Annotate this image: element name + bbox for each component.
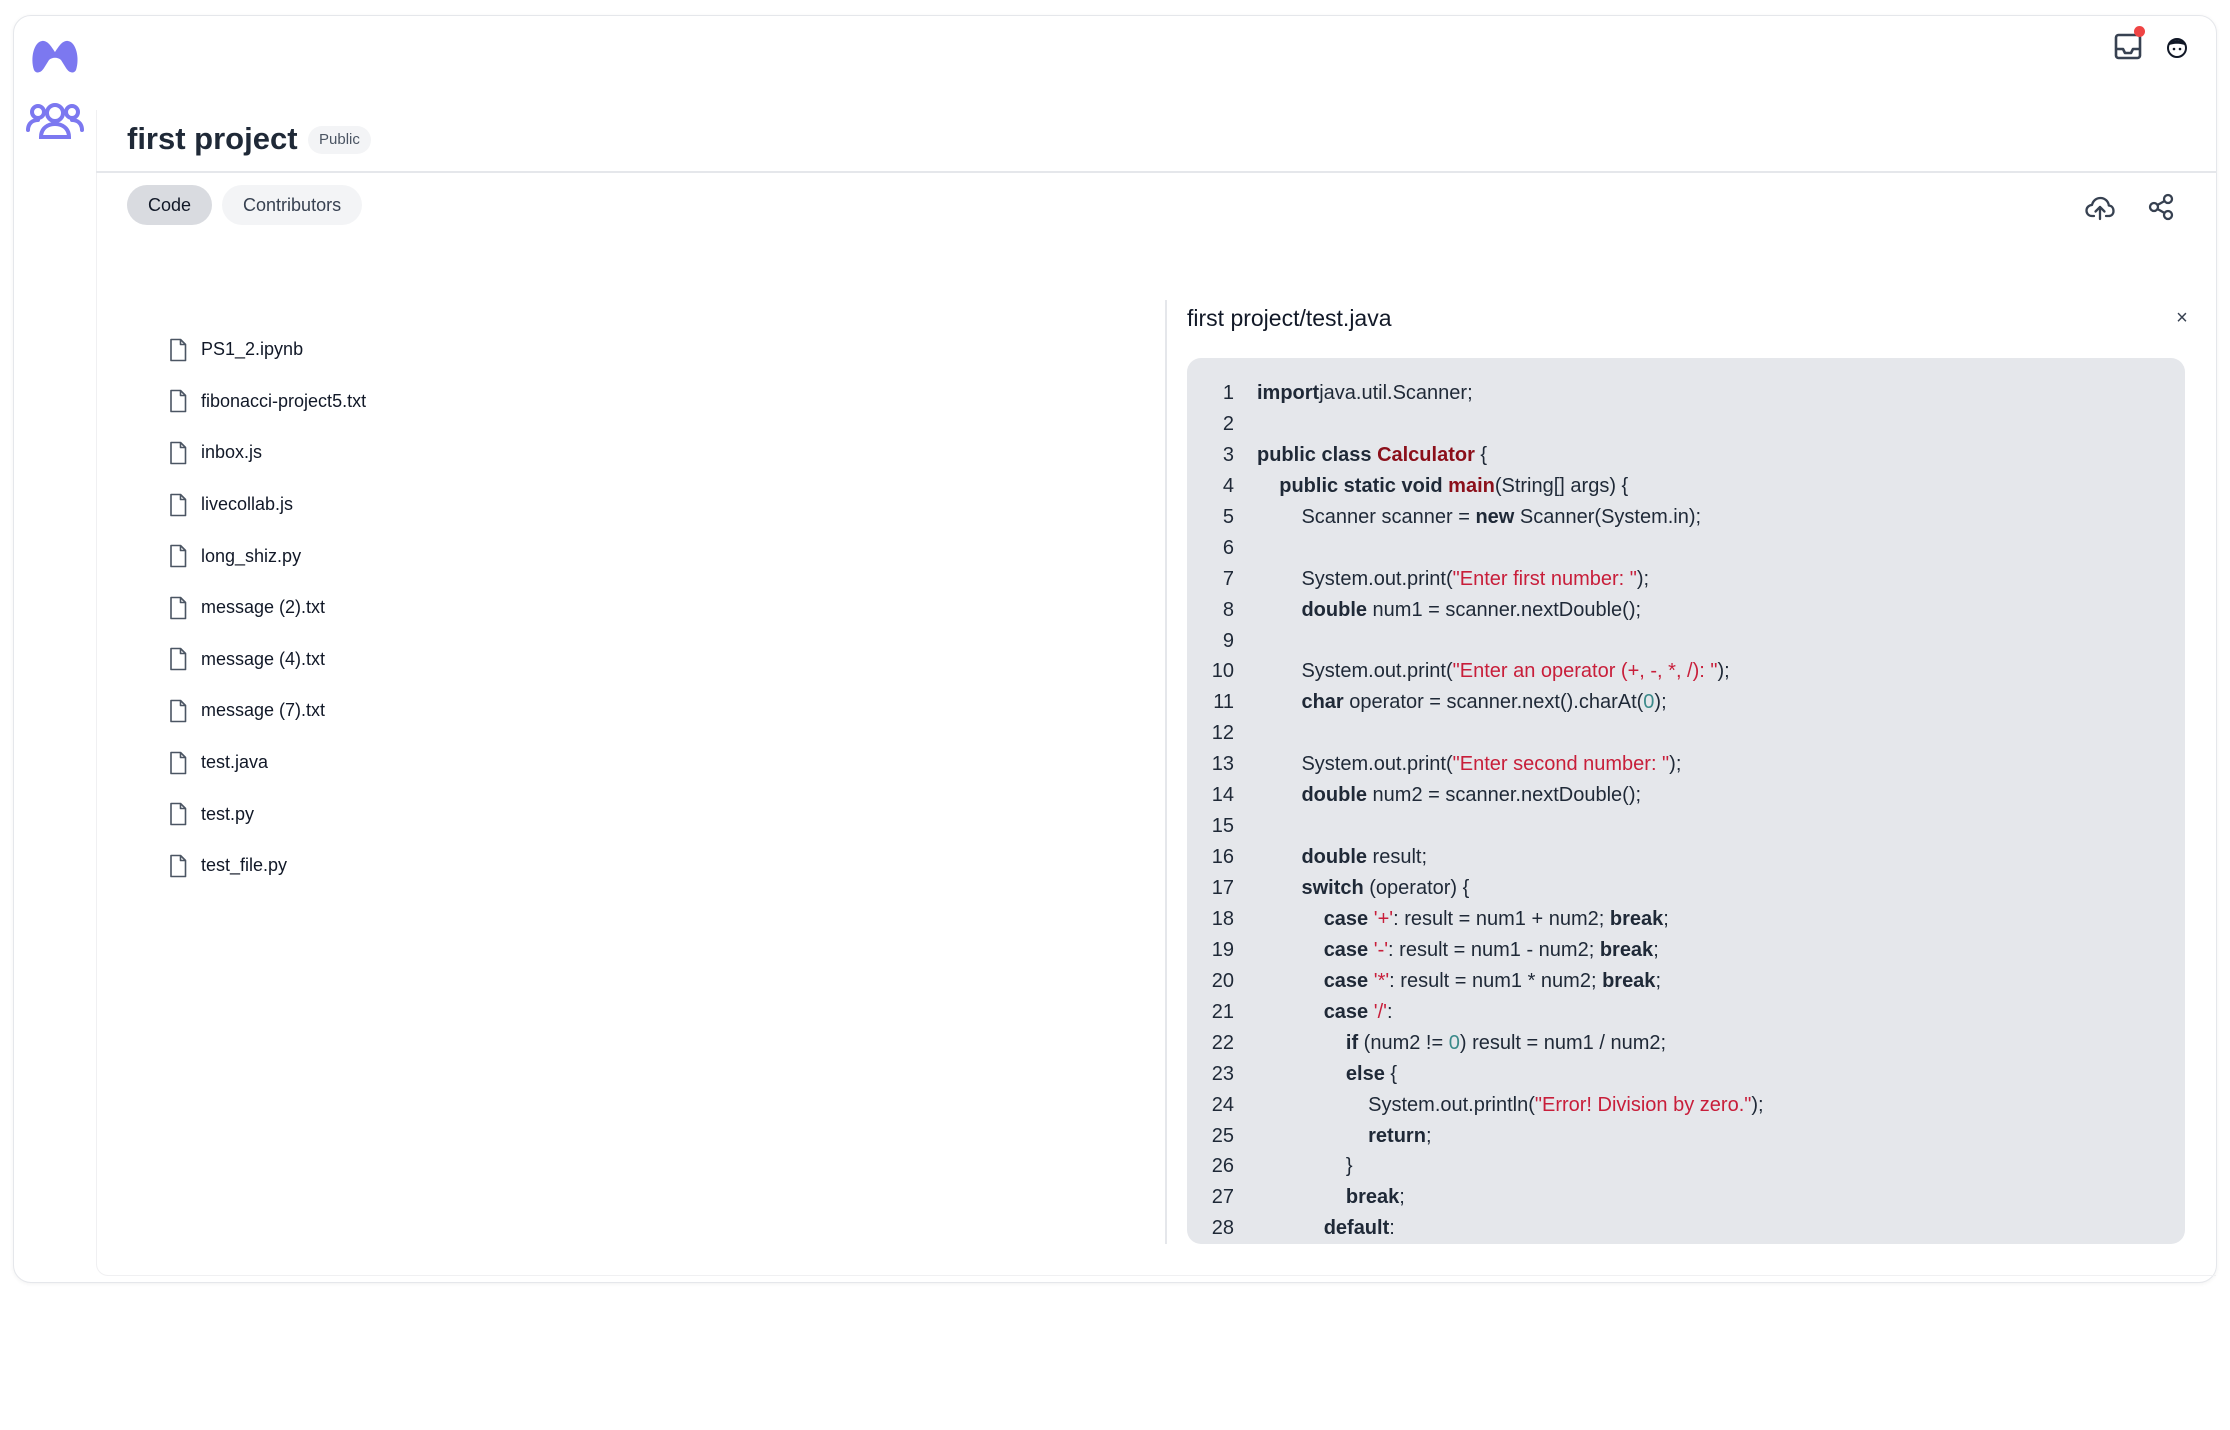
file-icon xyxy=(168,699,188,723)
code-line xyxy=(1187,935,2185,966)
code-token: case xyxy=(1323,907,1374,930)
code-token: { xyxy=(1474,443,1488,466)
line-number: 10 xyxy=(1211,660,1234,683)
code-token: ; xyxy=(1655,969,1661,992)
code-text xyxy=(1234,1121,1432,1152)
code-token: : xyxy=(1389,1217,1395,1240)
file-name: message (4).txt xyxy=(201,648,326,669)
code-token: public class xyxy=(1257,443,1378,466)
code-text xyxy=(1234,718,1257,749)
code-line xyxy=(1187,687,2185,718)
code-token: import xyxy=(1257,382,1320,404)
code-line xyxy=(1187,811,2185,842)
file-item[interactable] xyxy=(168,788,366,840)
line-number: 18 xyxy=(1211,907,1234,930)
code-text xyxy=(1234,1059,1397,1090)
code-token: break xyxy=(1609,907,1664,930)
code-line xyxy=(1187,842,2185,873)
line-number: 7 xyxy=(1222,567,1234,590)
file-icon xyxy=(168,647,188,671)
code-token: System.out.print( xyxy=(1257,753,1453,776)
code-token: '*' xyxy=(1373,969,1390,992)
file-item[interactable] xyxy=(168,376,366,428)
code-token: 0 xyxy=(1448,1031,1460,1054)
code-token: "Enter an operator (+, -, *, /): " xyxy=(1452,660,1718,683)
code-text xyxy=(1234,811,1257,842)
code-line xyxy=(1187,1151,2185,1182)
file-name: PS1_2.ipynb xyxy=(201,339,304,360)
code-text xyxy=(1234,966,1661,997)
code-token: ); xyxy=(1717,660,1730,683)
code-token: case xyxy=(1323,1000,1374,1023)
code-token xyxy=(1257,908,1324,930)
file-name: message (7).txt xyxy=(201,700,326,721)
code-text xyxy=(1234,533,1257,564)
code-line xyxy=(1187,904,2185,935)
line-number: 8 xyxy=(1222,598,1234,621)
code-token: double xyxy=(1301,784,1367,807)
code-line xyxy=(1187,1059,2185,1090)
upload-cloud-icon[interactable] xyxy=(2084,192,2116,224)
code-token: main xyxy=(1448,474,1495,497)
code-token: (num2 != xyxy=(1358,1031,1449,1054)
team-icon[interactable] xyxy=(24,96,86,144)
line-number: 24 xyxy=(1211,1093,1234,1116)
code-line xyxy=(1187,409,2185,440)
line-number: 16 xyxy=(1211,846,1234,869)
line-number: 2 xyxy=(1222,412,1234,435)
code-text xyxy=(1234,1090,1764,1121)
code-line xyxy=(1187,966,2185,997)
file-item[interactable] xyxy=(168,582,366,634)
file-name: test.java xyxy=(201,752,269,773)
code-text xyxy=(1234,656,1730,687)
code-token: result; xyxy=(1367,846,1428,869)
file-icon xyxy=(168,596,188,620)
code-token: Scanner scanner = xyxy=(1257,505,1476,528)
code-text xyxy=(1234,440,1487,471)
code-text xyxy=(1234,1182,1405,1213)
file-icon xyxy=(168,338,188,362)
code-token: (operator) { xyxy=(1363,877,1470,899)
line-number: 21 xyxy=(1211,1000,1234,1023)
code-line xyxy=(1187,656,2185,687)
line-number: 6 xyxy=(1222,536,1234,559)
code-token: '+' xyxy=(1373,907,1394,930)
line-number: 1 xyxy=(1222,382,1234,404)
tab-bar xyxy=(127,185,362,225)
file-item[interactable] xyxy=(168,427,366,479)
file-item[interactable] xyxy=(168,685,366,737)
tab-contributors[interactable]: Contributors xyxy=(222,185,362,225)
code-token xyxy=(1257,1217,1324,1239)
line-number: 27 xyxy=(1211,1186,1234,1209)
code-line xyxy=(1187,997,2185,1028)
file-name: livecollab.js xyxy=(201,494,294,515)
code-line xyxy=(1187,378,2185,409)
code-token: System.out.println( xyxy=(1257,1093,1535,1116)
line-number: 13 xyxy=(1211,753,1234,776)
code-token: break xyxy=(1602,969,1656,992)
code-token: ; xyxy=(1653,938,1659,961)
code-text xyxy=(1234,749,1681,780)
code-token: ); xyxy=(1654,691,1667,714)
code-token: break xyxy=(1599,938,1654,961)
code-token: case xyxy=(1323,969,1374,992)
code-line xyxy=(1187,626,2185,657)
file-item[interactable] xyxy=(168,840,366,892)
code-line xyxy=(1187,873,2185,904)
visibility-badge: Public xyxy=(308,126,371,154)
file-name: message (2).txt xyxy=(201,597,326,618)
file-item[interactable] xyxy=(168,530,366,582)
code-token: : result = num1 * num2; xyxy=(1389,969,1603,992)
code-token: 0 xyxy=(1643,691,1655,714)
code-text xyxy=(1234,502,1701,533)
line-number: 20 xyxy=(1211,969,1234,992)
code-line xyxy=(1187,595,2185,626)
code-token: System.out.print( xyxy=(1257,660,1453,683)
code-token: java.util.Scanner; xyxy=(1319,382,1473,404)
line-number: 23 xyxy=(1211,1062,1234,1085)
code-block xyxy=(1187,358,2185,1244)
line-number: 5 xyxy=(1222,505,1234,528)
code-text xyxy=(1234,842,1427,873)
avatar-icon[interactable] xyxy=(2164,34,2190,60)
file-name: fibonacci-project5.txt xyxy=(201,390,367,411)
code-token: ); xyxy=(1636,567,1650,590)
line-number: 4 xyxy=(1222,474,1234,497)
code-token: double xyxy=(1301,846,1367,869)
line-number: 11 xyxy=(1213,691,1234,714)
line-number: 14 xyxy=(1211,784,1234,807)
code-token: public static void xyxy=(1279,474,1449,497)
line-number: 9 xyxy=(1222,629,1234,652)
code-text xyxy=(1234,409,1257,440)
code-line xyxy=(1187,780,2185,811)
file-icon xyxy=(168,854,188,878)
code-token: Scanner(System.in); xyxy=(1514,505,1702,528)
brand-logo-icon[interactable] xyxy=(28,36,82,76)
file-item[interactable] xyxy=(168,479,366,531)
line-number: 26 xyxy=(1211,1155,1234,1178)
line-number: 17 xyxy=(1211,877,1234,899)
code-text xyxy=(1234,687,1667,718)
code-token xyxy=(1257,1001,1324,1023)
code-text xyxy=(1234,564,1649,595)
code-text xyxy=(1234,997,1393,1028)
code-token: num2 = scanner.nextDouble(); xyxy=(1367,784,1642,807)
code-token xyxy=(1257,939,1324,961)
file-item[interactable] xyxy=(168,634,366,686)
code-token: ; xyxy=(1425,1124,1432,1147)
code-text xyxy=(1234,935,1659,966)
close-viewer-button[interactable]: × xyxy=(2176,307,2188,329)
code-token xyxy=(1257,877,1301,899)
code-token: : result = num1 + num2; xyxy=(1393,907,1610,930)
code-line xyxy=(1187,1090,2185,1121)
viewer-file-path: first project/test.java xyxy=(1187,305,1392,331)
code-token xyxy=(1257,475,1279,497)
line-number: 15 xyxy=(1211,815,1234,838)
code-text xyxy=(1234,471,1628,502)
file-name: test.py xyxy=(201,803,255,824)
code-token: '/' xyxy=(1373,1000,1387,1023)
file-icon xyxy=(168,441,188,465)
code-text xyxy=(1234,780,1641,811)
code-token: return xyxy=(1368,1124,1426,1147)
share-icon[interactable] xyxy=(2146,192,2176,222)
code-line xyxy=(1187,1182,2185,1213)
code-line xyxy=(1187,502,2185,533)
pane-divider xyxy=(1165,300,1167,1244)
code-token xyxy=(1257,691,1301,713)
code-token: num1 = scanner.nextDouble(); xyxy=(1367,598,1642,621)
file-name: inbox.js xyxy=(201,442,263,463)
code-text xyxy=(1234,378,1473,409)
divider xyxy=(96,171,2216,173)
code-text xyxy=(1234,1028,1666,1059)
code-token: ) result = num1 / num2; xyxy=(1459,1031,1667,1054)
tab-code[interactable]: Code xyxy=(127,185,212,225)
code-token: if xyxy=(1345,1031,1359,1054)
code-token: operator = scanner.next().charAt( xyxy=(1343,691,1644,714)
code-token: : result = num1 - num2; xyxy=(1388,938,1600,961)
code-text xyxy=(1234,1151,1353,1182)
code-token: '-' xyxy=(1373,938,1389,961)
line-number: 25 xyxy=(1211,1124,1234,1147)
file-name: test_file.py xyxy=(201,855,288,876)
code-token: (String[] args) { xyxy=(1494,474,1629,497)
line-number: 12 xyxy=(1211,722,1234,745)
code-token: else xyxy=(1345,1062,1385,1085)
code-token: } xyxy=(1257,1155,1353,1178)
code-token: "Enter second number: " xyxy=(1452,753,1670,776)
code-line xyxy=(1187,1213,2185,1244)
notification-dot xyxy=(2134,26,2145,37)
code-token: : xyxy=(1386,1000,1393,1023)
code-text xyxy=(1234,595,1641,626)
code-token xyxy=(1257,970,1324,992)
code-token: System.out.print( xyxy=(1257,567,1453,590)
code-line xyxy=(1187,1121,2185,1152)
code-token: char xyxy=(1301,691,1344,714)
file-item[interactable] xyxy=(168,324,366,376)
code-token: ; xyxy=(1399,1186,1405,1209)
code-token: double xyxy=(1301,598,1367,621)
code-token: break xyxy=(1345,1186,1400,1209)
file-icon xyxy=(168,544,188,568)
project-title: first project xyxy=(127,121,298,156)
code-token xyxy=(1257,1186,1346,1208)
file-name: long_shiz.py xyxy=(201,545,302,566)
code-text xyxy=(1234,904,1669,935)
code-token: Calculator xyxy=(1377,443,1475,466)
code-token xyxy=(1257,784,1301,806)
file-icon xyxy=(168,389,188,413)
code-text xyxy=(1234,626,1257,657)
code-token: ); xyxy=(1751,1093,1764,1116)
code-token: new xyxy=(1475,505,1515,528)
code-token: "Error! Division by zero." xyxy=(1534,1093,1752,1116)
code-token: ); xyxy=(1669,753,1682,776)
file-item[interactable] xyxy=(168,737,366,789)
line-number: 19 xyxy=(1211,938,1234,961)
code-text xyxy=(1234,873,1469,904)
code-text xyxy=(1234,1213,1395,1244)
code-token: switch xyxy=(1301,877,1364,899)
code-token: "Enter first number: " xyxy=(1452,567,1637,590)
code-token xyxy=(1257,1032,1346,1054)
code-token xyxy=(1257,1063,1346,1085)
code-token: { xyxy=(1384,1062,1398,1085)
code-token xyxy=(1257,1125,1368,1147)
code-line xyxy=(1187,471,2185,502)
code-token xyxy=(1257,846,1301,868)
file-icon xyxy=(168,493,188,517)
code-line xyxy=(1187,718,2185,749)
code-line xyxy=(1187,1028,2185,1059)
code-token: default xyxy=(1323,1217,1390,1240)
code-line xyxy=(1187,440,2185,471)
code-line xyxy=(1187,533,2185,564)
code-token: case xyxy=(1323,938,1374,961)
code-token: ; xyxy=(1663,907,1669,930)
line-number: 3 xyxy=(1222,443,1234,466)
line-number: 22 xyxy=(1211,1031,1234,1054)
code-token xyxy=(1257,599,1301,621)
file-icon xyxy=(168,751,188,775)
file-list xyxy=(168,324,366,892)
code-line xyxy=(1187,749,2185,780)
file-icon xyxy=(168,802,188,826)
line-number: 28 xyxy=(1211,1217,1234,1240)
code-line xyxy=(1187,564,2185,595)
